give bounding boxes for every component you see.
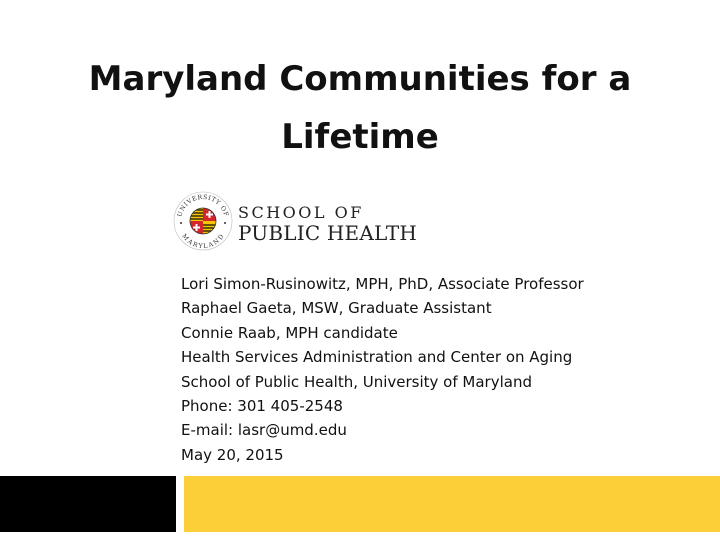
detail-line-email: E-mail: lasr@umd.edu [181, 421, 347, 440]
svg-text:UNIVERSITY OF: UNIVERSITY OF [176, 193, 230, 218]
detail-line-presenter-2: Raphael Gaeta, MSW, Graduate Assistant [181, 299, 492, 318]
slide-title [40, 50, 680, 166]
footer-bar-black [0, 476, 176, 532]
detail-line-institution: School of Public Health, University of Maryland [181, 372, 532, 391]
detail-line-department: Health Services Administration and Center on Aging [181, 348, 573, 367]
university-seal-icon [172, 190, 234, 252]
school-name-line-2: PUBLIC HEALTH [238, 221, 418, 245]
presenter-details [181, 272, 701, 467]
title-line-2: Lifetime [281, 117, 439, 157]
title-line-1: Maryland Communities for a [88, 59, 632, 99]
school-name-line-1: SCHOOL OF [238, 203, 364, 222]
svg-text:MARYLAND: MARYLAND [180, 232, 226, 251]
detail-line-date: May 20, 2015 [181, 445, 284, 464]
footer-bar-gold [184, 476, 720, 532]
detail-line-presenter-1: Lori Simon-Rusinowitz, MPH, PhD, Associate Professor [181, 275, 584, 293]
detail-line-phone: Phone: 301 405-2548 [181, 397, 343, 416]
detail-line-presenter-3: Connie Raab, MPH candidate [181, 323, 398, 342]
school-logo [172, 190, 442, 252]
